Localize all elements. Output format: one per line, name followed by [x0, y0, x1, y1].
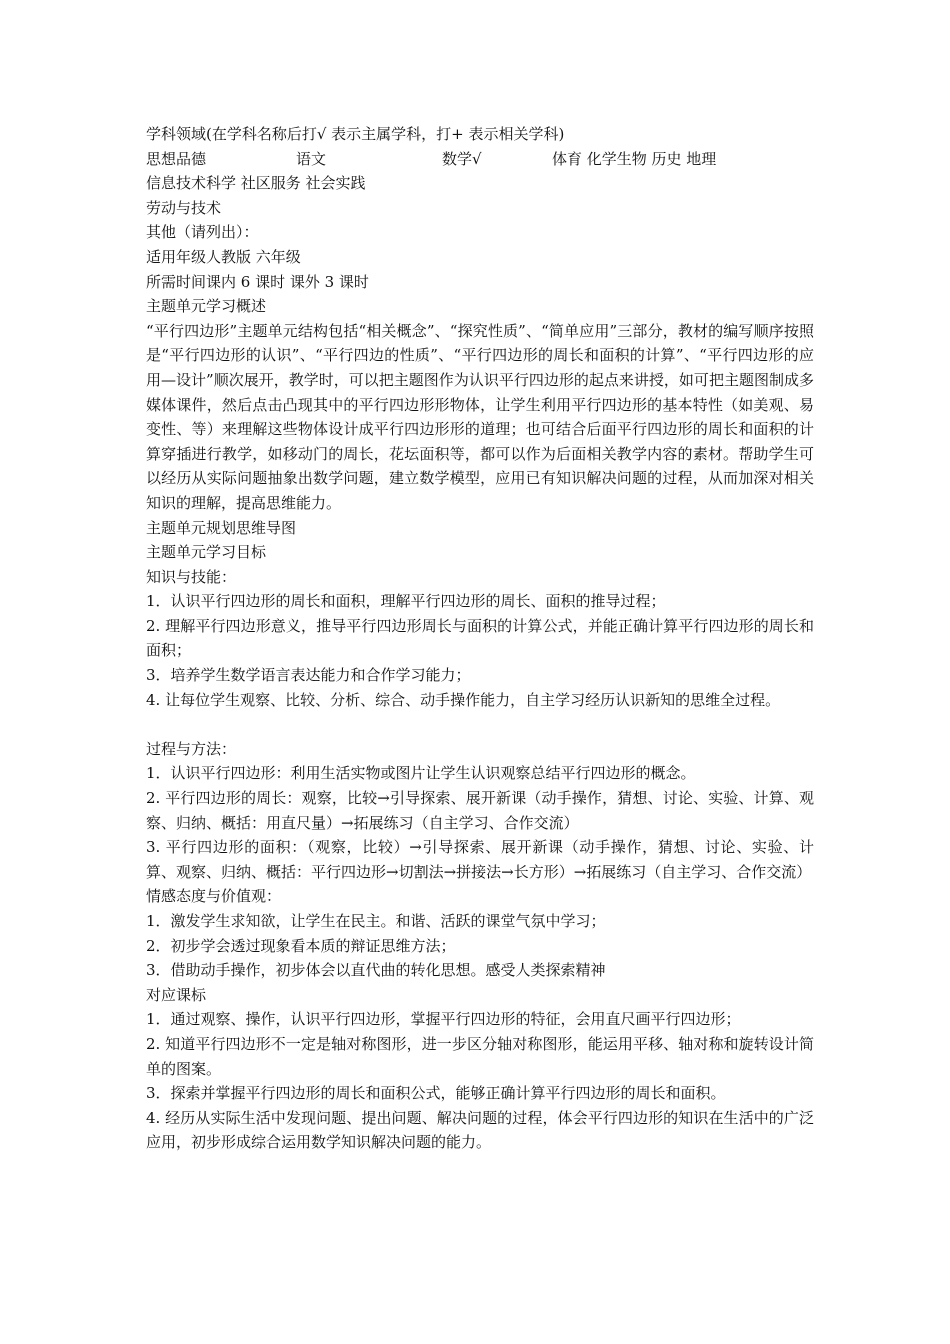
- document-page: [146, 122, 814, 1155]
- other-subjects: 其他（请列出）：: [146, 223, 259, 242]
- subjects-row-3: 劳动与技术: [146, 198, 222, 217]
- emotion-item: 1．激发学生求知欲，让学生在民主。和谐、活跃的课堂气氛中学习；: [146, 912, 606, 930]
- time-required: 所需时间课内 6 课时 课外 3 课时: [146, 272, 369, 291]
- knowledge-item: 3．培养学生数学语言表达能力和合作学习能力；: [146, 666, 471, 685]
- blank-line: [146, 712, 814, 737]
- subject-area-heading: 学科领域(在学科名称后打√ 表示主属学科，打+ 表示相关学科): [146, 125, 565, 143]
- standards-item: 2. 知道平行四边形不一定是轴对称图形，进一步区分轴对称图形，能运用平移、轴对称和旋转设计简单的图案。: [146, 1034, 814, 1078]
- process-item: 2. 平行四边形的周长：观察，比较→引导探索、展开新课（动手操作，猜想、讨论、实验、计算、观察、归纳、概括：用直尺量）→拓展练习（自主学习、合作交流）: [146, 789, 814, 832]
- knowledge-item: 1．认识平行四边形的周长和面积，理解平行四边形的周长、面积的推导过程；: [146, 592, 666, 611]
- standards-heading: 对应课标: [146, 985, 207, 1004]
- standards-item: 4. 经历从实际生活中发现问题、提出问题、解决问题的过程，体会平行四边形的知识在生活中的广泛应用，初步形成综合运用数学知识解决问题的能力。: [146, 1108, 814, 1152]
- knowledge-item: 4. 让每位学生观察、比较、分析、综合、动手操作能力，自主学习经历认识新知的思维全过程。: [146, 690, 781, 709]
- standards-item: 1．通过观察、操作，认识平行四边形，掌握平行四边形的特征，会用直尺画平行四边形；: [146, 1010, 741, 1029]
- grade-level: 适用年级人教版 六年级: [146, 247, 301, 266]
- process-item: 3. 平行四边形的面积：（观察，比较）→引导探索、展开新课（动手操作，猜想、讨论、实验、计算、观察、归纳、概括：平行四边形→切割法→拼接法→长方形）→拓展练习（自主学习、合作交流）: [146, 838, 814, 881]
- emotion-item: 3．借助动手操作，初步体会以直代曲的转化思想。感受人类探索精神: [146, 961, 606, 980]
- goals-heading: 主题单元学习目标: [146, 543, 267, 562]
- subject-moral: 思想品德: [146, 149, 207, 168]
- mindmap-heading: 主题单元规划思维导图: [146, 518, 297, 537]
- subject-others: 体育 化学生物 历史 地理: [552, 149, 717, 168]
- process-item: 1．认识平行四边形：利用生活实物或图片让学生认识观察总结平行四边形的概念。: [146, 764, 696, 783]
- subject-math: 数学√: [442, 149, 482, 168]
- standards-item: 3．探索并掌握平行四边形的周长和面积公式，能够正确计算平行四边形的周长和面积。: [146, 1084, 726, 1103]
- process-heading: 过程与方法：: [146, 739, 237, 758]
- subjects-row-2: 信息技术科学 社区服务 社会实践: [146, 174, 366, 193]
- knowledge-item: 2. 理解平行四边形意义，推导平行四边形周长与面积的计算公式，并能正确计算平行四边形的周长和面积；: [146, 616, 814, 660]
- subjects-row: [146, 147, 814, 172]
- knowledge-heading: 知识与技能：: [146, 567, 237, 586]
- overview-paragraph: “平行四边形”主题单元结构包括“相关概念”、“探究性质”、“简单应用”三部分，教材的编写顺序按照是“平行四边形的认识”、“平行四边的性质”、“平行四边形的周长和面积的计算”、“平行四边形的应用—设计”顺次展开，教学时，可以把主题图作为认识平行四边形的起点来讲授，如可把主题图制成多媒体课件，然后点击凸现其中的平行四边形形物体，让学生利用平行四边形的基本特性（如美观、易变性、等）来理解这些物体设计成平行四边形形的道理；也可结合后面平行四边形的周长和面积的计算穿插进行教学，如移动门的周长，花坛面积等，都可以作为后面相关教学内容的素材。帮助学生可以经历从实际问题抽象出数学问题，建立数学模型，应用已有知识解决问题的过程，从而加深对相关知识的理解，提高思维能力。: [146, 321, 814, 512]
- overview-heading: 主题单元学习概述: [146, 297, 267, 316]
- subject-chinese: 语文: [296, 149, 327, 168]
- emotion-heading: 情感态度与价值观：: [146, 887, 282, 906]
- emotion-item: 2．初步学会透过现象看本质的辩证思维方法；: [146, 936, 456, 955]
